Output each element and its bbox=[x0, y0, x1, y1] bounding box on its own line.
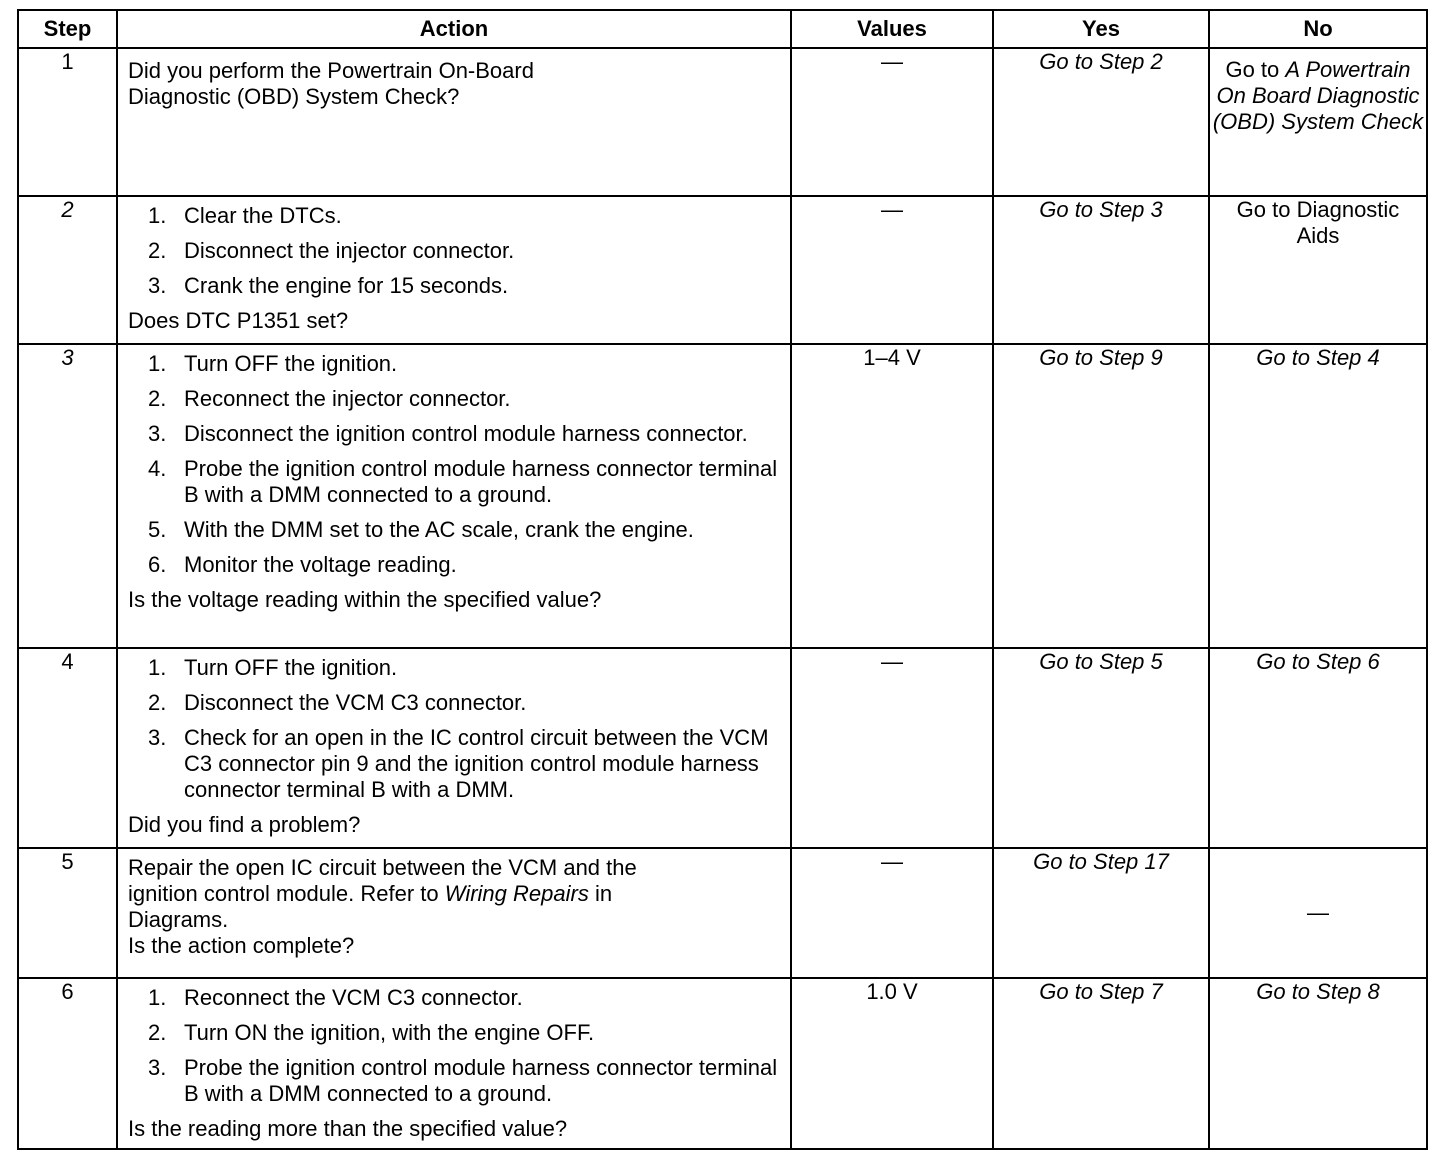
values-cell: — bbox=[791, 48, 993, 196]
action-cell bbox=[117, 48, 791, 196]
action-item: 3. Probe the ignition control module harness connector terminal B with a DMM connected to a ground. bbox=[148, 1055, 778, 1106]
step-number: 6 bbox=[18, 978, 117, 1149]
action-item: 5. With the DMM set to the AC scale, crank the engine. bbox=[148, 517, 694, 542]
action-item: 2. Reconnect the injector connector. bbox=[148, 386, 511, 411]
no-cell: Go to Step 4 bbox=[1209, 344, 1427, 648]
action-cell bbox=[117, 848, 791, 978]
values-cell: — bbox=[791, 848, 993, 978]
no-link: A Powertrain On Board Diagnostic (OBD) System Check bbox=[1212, 57, 1424, 134]
action-cell bbox=[117, 648, 791, 848]
header-action: Action bbox=[117, 10, 791, 48]
table-row bbox=[18, 848, 1427, 978]
yes-cell: Go to Step 5 bbox=[993, 648, 1209, 848]
step-number: 3 bbox=[18, 344, 117, 648]
header-row bbox=[18, 10, 1427, 48]
values-cell: 1.0 V bbox=[791, 978, 993, 1149]
step-number: 1 bbox=[18, 48, 117, 196]
action-item: 3. Disconnect the ignition control module harness connector. bbox=[148, 421, 748, 446]
yes-cell: Go to Step 7 bbox=[993, 978, 1209, 1149]
no-cell bbox=[1209, 48, 1427, 196]
no-cell: Go to Diagnostic Aids bbox=[1209, 196, 1427, 344]
values-cell: — bbox=[791, 648, 993, 848]
table-row bbox=[18, 648, 1427, 848]
table-row bbox=[18, 344, 1427, 648]
action-question: Is the voltage reading within the specified value? bbox=[128, 587, 602, 612]
table-row bbox=[18, 196, 1427, 344]
yes-cell: Go to Step 2 bbox=[993, 48, 1209, 196]
action-item: 2. Turn ON the ignition, with the engine OFF. bbox=[148, 1020, 595, 1045]
table-row bbox=[18, 978, 1427, 1149]
action-item: 3. Check for an open in the IC control circuit between the VCM C3 connector pin 9 and the ignition control module harness connector terminal B with a DMM. bbox=[148, 725, 769, 802]
no-prefix: Go to bbox=[1225, 57, 1280, 82]
yes-cell: Go to Step 9 bbox=[993, 344, 1209, 648]
action-item: 2. Disconnect the VCM C3 connector. bbox=[148, 690, 527, 715]
yes-cell: Go to Step 3 bbox=[993, 196, 1209, 344]
no-cell: — bbox=[1209, 848, 1427, 978]
action-question: Is the reading more than the specified value? bbox=[128, 1116, 568, 1141]
yes-cell: Go to Step 17 bbox=[993, 848, 1209, 978]
action-text: Did you perform the Powertrain On-Board Diagnostic (OBD) System Check? bbox=[128, 58, 534, 109]
values-cell: 1–4 V bbox=[791, 344, 993, 648]
action-cell bbox=[117, 978, 791, 1149]
action-question: Is the action complete? bbox=[128, 933, 355, 958]
header-values: Values bbox=[791, 10, 993, 48]
action-question: Does DTC P1351 set? bbox=[128, 308, 349, 333]
action-cell bbox=[117, 196, 791, 344]
action-item: 1. Reconnect the VCM C3 connector. bbox=[148, 985, 523, 1010]
step-number: 4 bbox=[18, 648, 117, 848]
no-cell: Go to Step 8 bbox=[1209, 978, 1427, 1149]
step-number: 5 bbox=[18, 848, 117, 978]
diagnostic-table bbox=[17, 9, 1428, 1150]
action-item: 1. Clear the DTCs. bbox=[148, 203, 342, 228]
step-number: 2 bbox=[18, 196, 117, 344]
header-no: No bbox=[1209, 10, 1427, 48]
action-item: 1. Turn OFF the ignition. bbox=[148, 655, 398, 680]
action-text: Repair the open IC circuit between the VCM and the ignition control module. Refer to Wiring Repairs in Diagrams. bbox=[128, 855, 637, 932]
action-item: 1. Turn OFF the ignition. bbox=[148, 351, 398, 376]
action-question: Did you find a problem? bbox=[128, 812, 361, 837]
action-cell bbox=[117, 344, 791, 648]
action-item: 6. Monitor the voltage reading. bbox=[148, 552, 457, 577]
action-item: 3. Crank the engine for 15 seconds. bbox=[148, 273, 509, 298]
action-item: 2. Disconnect the injector connector. bbox=[148, 238, 515, 263]
header-yes: Yes bbox=[993, 10, 1209, 48]
table-row bbox=[18, 48, 1427, 196]
no-cell: Go to Step 6 bbox=[1209, 648, 1427, 848]
values-cell: — bbox=[791, 196, 993, 344]
action-item: 4. Probe the ignition control module harness connector terminal B with a DMM connected to a ground. bbox=[148, 456, 778, 507]
header-step: Step bbox=[18, 10, 117, 48]
